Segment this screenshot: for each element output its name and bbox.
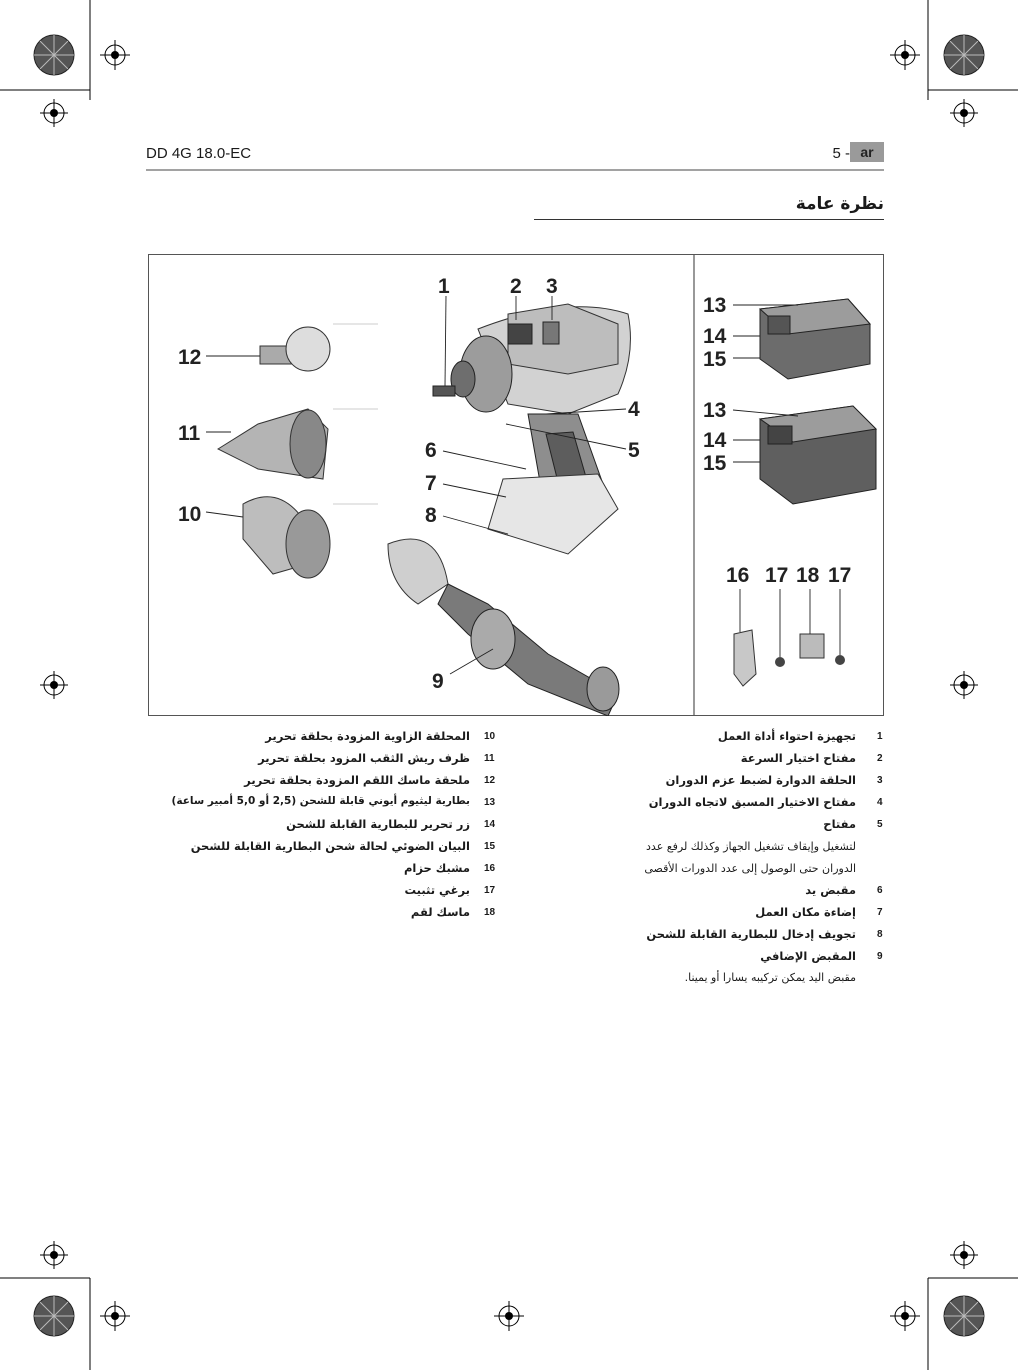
- legend-text: مشبك حزام: [403, 861, 470, 875]
- callout-1: 1: [438, 275, 450, 298]
- legend-num: 1: [877, 731, 883, 742]
- legend-num: 4: [877, 797, 883, 808]
- callout-3: 3: [546, 275, 558, 298]
- legend-subtext: مقبض اليد يمكن تركيبه يسارا أو يمينا.: [684, 971, 856, 984]
- section-title: نظرة عامة: [795, 194, 884, 214]
- legend-num: 9: [877, 951, 883, 962]
- callout-9: 9: [432, 670, 444, 693]
- legend-text: برغي تثبيت: [404, 883, 470, 897]
- legend-text: مفتاح الاختيار المسبق لاتجاه الدوران: [648, 795, 856, 809]
- callout-13b: 13: [703, 399, 727, 422]
- callout-4: 4: [628, 398, 640, 421]
- legend-text: تجويف إدخال للبطارية القابلة للشحن: [646, 927, 856, 941]
- callout-2: 2: [510, 275, 522, 298]
- legend-num: 14: [484, 819, 496, 830]
- legend-num: 13: [484, 797, 496, 808]
- callout-8: 8: [425, 504, 437, 527]
- callout-12: 12: [178, 346, 202, 369]
- legend-num: 12: [484, 775, 496, 786]
- header-model: DD 4G 18.0-EC: [146, 145, 252, 162]
- legend-text: بطارية ليثيوم أيوني قابلة للشحن (2,5 أو 5,0 أمبير ساعة): [171, 795, 470, 807]
- callout-14a: 14: [703, 325, 727, 348]
- legend-text: مقبض يد: [805, 883, 856, 897]
- callout-7: 7: [425, 472, 437, 495]
- legend-text: تجهيزة احتواء أداة العمل: [717, 729, 856, 743]
- legend-num: 17: [484, 885, 496, 896]
- callout-17b: 17: [828, 564, 852, 587]
- callout-16: 16: [726, 564, 750, 587]
- legend-num: 2: [877, 753, 883, 764]
- callout-13a: 13: [703, 294, 727, 317]
- legend-num: 16: [484, 863, 496, 874]
- legend-num: 18: [484, 907, 496, 918]
- legend-text: المحلقة الزاوية المزودة بحلقة تحرير: [265, 729, 470, 743]
- legend-num: 10: [484, 731, 496, 742]
- legend-subtext: لتشغيل وإيقاف تشغيل الجهاز وكذلك لرفع عدد: [646, 840, 856, 853]
- callout-5: 5: [628, 439, 640, 462]
- legend-text: البيان الضوئي لحالة شحن البطارية القابلة للشحن: [190, 839, 470, 853]
- legend-text: إضاءة مكان العمل: [755, 905, 856, 919]
- tool-overview-figure: [148, 254, 884, 716]
- legend-text: مفتاح: [823, 817, 856, 831]
- legend-text: الحلقة الدوارة لضبط عزم الدوران: [665, 773, 856, 787]
- legend-text: ماسك لقم: [410, 905, 470, 919]
- callout-6: 6: [425, 439, 437, 462]
- language-badge: ar: [850, 142, 884, 162]
- legend-num: 6: [877, 885, 883, 896]
- legend-num: 5: [877, 819, 883, 830]
- legend-num: 11: [484, 753, 495, 764]
- legend-num: 15: [484, 841, 496, 852]
- legend-text: ملحقة ماسك اللقم المزودة بحلقة تحرير: [244, 773, 470, 787]
- battery-large-illustration: [760, 406, 876, 504]
- legend-subtext: الدوران حتى الوصول إلى عدد الدورات الأقصى: [644, 862, 856, 875]
- legend-num: 3: [877, 775, 883, 786]
- callout-15a: 15: [703, 348, 727, 371]
- legend-num: 8: [877, 929, 883, 940]
- legend-text: مفتاح اختيار السرعة: [740, 751, 856, 765]
- callout-11: 11: [178, 422, 201, 445]
- callout-17a: 17: [765, 564, 789, 587]
- header-page-number: 5 -: [832, 145, 850, 162]
- legend-text: زر تحرير للبطارية القابلة للشحن: [286, 817, 470, 831]
- callout-14b: 14: [703, 429, 727, 452]
- legend-text: ظرف ريش الثقب المزود بحلقة تحرير: [258, 751, 470, 765]
- legend-num: 7: [877, 907, 883, 918]
- battery-small-illustration: [760, 299, 870, 379]
- callout-10: 10: [178, 503, 202, 526]
- legend-text: المقبض الإضافي: [760, 949, 856, 963]
- callout-18: 18: [796, 564, 820, 587]
- callout-15b: 15: [703, 452, 727, 475]
